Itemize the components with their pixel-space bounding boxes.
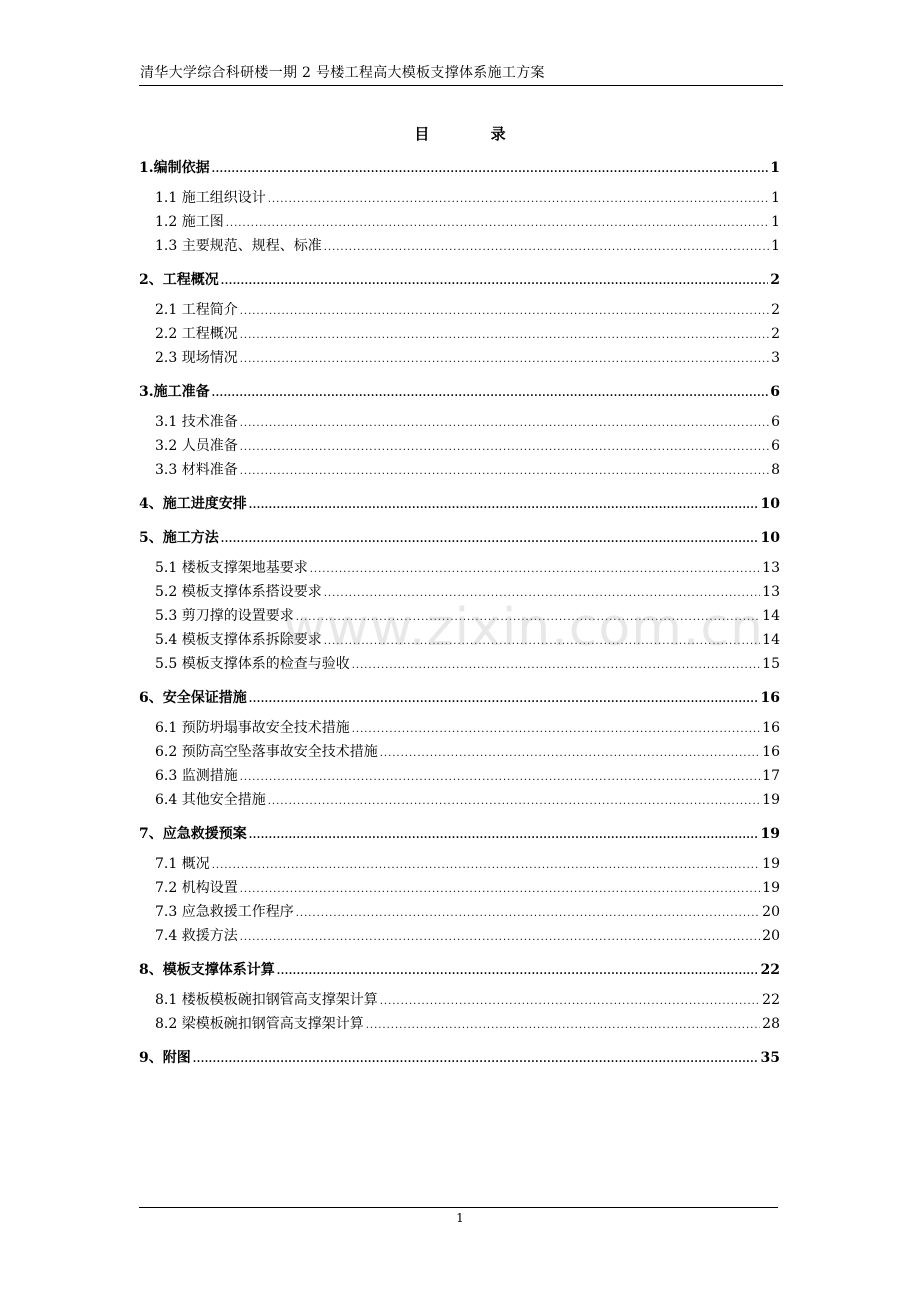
toc-section-entry[interactable] [139,268,780,292]
toc-subsection-entry[interactable] [139,628,780,652]
toc-entry-page-number: 20 [762,904,780,920]
toc-entry-page-number: 15 [762,656,780,672]
toc-entry-label: 6.3 监测措施 [155,768,238,784]
toc-section-entry[interactable] [139,958,780,982]
toc-dot-leader [324,236,769,260]
toc-entry-label: 3.1 技术准备 [155,414,238,430]
toc-entry-label: 3.施工准备 [139,384,210,400]
toc-dot-leader [310,558,760,582]
toc-entry-label: 2.3 现场情况 [155,350,238,366]
toc-subsection-entry[interactable] [139,210,780,234]
toc-entry-label: 1.1 施工组织设计 [155,190,266,206]
toc-section-entry[interactable] [139,686,780,710]
toc-entry-label: 8、模板支撑体系计算 [139,962,275,978]
toc-entry-page-number: 20 [762,928,780,944]
toc-dot-leader [268,188,769,212]
toc-entry-page-number: 3 [771,350,780,366]
toc-subsection-entry[interactable] [139,434,780,458]
toc-entry-page-number: 14 [762,632,780,648]
toc-title: 目 录 [414,125,534,143]
toc-dot-leader [249,688,759,712]
toc-entry-label: 2.2 工程概况 [155,326,238,342]
toc-dot-leader [221,528,759,552]
toc-entry-page-number: 6 [771,414,780,430]
toc-entry-page-number: 16 [762,744,780,760]
toc-entry-label: 2.1 工程简介 [155,302,238,318]
toc-dot-leader [277,960,759,984]
toc-subsection-entry[interactable] [139,924,780,948]
toc-entry-page-number: 1 [771,214,780,230]
toc-dot-leader [366,1014,760,1038]
toc-entry-label: 8.2 梁模板碗扣钢管高支撑架计算 [155,1016,364,1032]
toc-entry-label: 5.2 模板支撑体系搭设要求 [155,584,322,600]
toc-entry-page-number: 19 [762,880,780,896]
toc-subsection-entry[interactable] [139,716,780,740]
toc-entry-page-number: 35 [760,1050,780,1066]
document-header-title: 清华大学综合科研楼一期 2 号楼工程高大模板支撑体系施工方案 [140,65,545,81]
toc-dot-leader [240,436,769,460]
toc-subsection-entry[interactable] [139,458,780,482]
watermark: www.zixin.com.cn [283,598,764,658]
toc-dot-leader [240,324,769,348]
toc-entry-label: 5.1 楼板支撑架地基要求 [155,560,308,576]
toc-entry-label: 8.1 楼板模板碗扣钢管高支撑架计算 [155,992,378,1008]
toc-entry-page-number: 6 [771,438,780,454]
toc-dot-leader [249,824,759,848]
toc-dot-leader [324,582,760,606]
toc-dot-leader [212,158,769,182]
toc-section-entry[interactable] [139,380,780,404]
toc-entry-label: 7.2 机构设置 [155,880,238,896]
toc-dot-leader [240,766,760,790]
toc-entry-label: 7.1 概况 [155,856,210,872]
toc-entry-label: 5.5 模板支撑体系的检查与验收 [155,656,350,672]
toc-subsection-entry[interactable] [139,900,780,924]
toc-dot-leader [240,878,760,902]
toc-entry-label: 6、安全保证措施 [139,690,247,706]
toc-entry-page-number: 17 [762,768,780,784]
toc-entry-page-number: 2 [771,326,780,342]
toc-entry-label: 6.1 预防坍塌事故安全技术措施 [155,720,350,736]
toc-subsection-entry[interactable] [139,186,780,210]
toc-entry-page-number: 16 [760,690,780,706]
toc-entry-page-number: 22 [762,992,780,1008]
toc-dot-leader [212,382,769,406]
toc-dot-leader [212,854,760,878]
toc-entry-label: 1.3 主要规范、规程、标准 [155,238,322,254]
toc-entry-page-number: 1 [771,238,780,254]
toc-dot-leader [324,630,760,654]
toc-subsection-entry[interactable] [139,764,780,788]
footer-divider [139,1207,778,1208]
toc-dot-leader [352,718,760,742]
toc-entry-label: 6.4 其他安全措施 [155,792,266,808]
toc-section-entry[interactable] [139,822,780,846]
toc-subsection-entry[interactable] [139,346,780,370]
toc-subsection-entry[interactable] [139,988,780,1012]
toc-dot-leader [380,742,760,766]
toc-entry-label: 7、应急救援预案 [139,826,247,842]
toc-entry-label: 1.编制依据 [139,160,210,176]
toc-entry-label: 3.2 人员准备 [155,438,238,454]
toc-entry-label: 1.2 施工图 [155,214,224,230]
toc-entry-label: 3.3 材料准备 [155,462,238,478]
toc-subsection-entry[interactable] [139,652,780,676]
toc-entry-page-number: 16 [762,720,780,736]
toc-subsection-entry[interactable] [139,876,780,900]
toc-subsection-entry[interactable] [139,410,780,434]
toc-subsection-entry[interactable] [139,1012,780,1036]
toc-dot-leader [193,1048,759,1072]
toc-dot-leader [268,790,760,814]
toc-entry-page-number: 19 [762,792,780,808]
toc-subsection-entry[interactable] [139,234,780,258]
toc-dot-leader [352,654,760,678]
table-of-contents [139,156,780,1070]
toc-entry-label: 2、工程概况 [139,272,219,288]
toc-dot-leader [240,926,760,950]
toc-section-entry[interactable] [139,526,780,550]
toc-entry-page-number: 10 [760,530,780,546]
toc-dot-leader [240,300,769,324]
toc-entry-label: 5.3 剪刀撑的设置要求 [155,608,294,624]
toc-entry-page-number: 2 [770,272,780,288]
toc-dot-leader [380,990,760,1014]
toc-subsection-entry[interactable] [139,298,780,322]
toc-entry-label: 9、附图 [139,1050,191,1066]
toc-subsection-entry[interactable] [139,580,780,604]
toc-dot-leader [296,606,760,630]
toc-entry-label: 7.3 应急救援工作程序 [155,904,294,920]
toc-subsection-entry[interactable] [139,788,780,812]
page-number: 1 [456,1211,464,1225]
toc-dot-leader [221,270,769,294]
toc-dot-leader [249,494,759,518]
toc-entry-label: 6.2 预防高空坠落事故安全技术措施 [155,744,378,760]
toc-subsection-entry[interactable] [139,852,780,876]
toc-entry-label: 7.4 救援方法 [155,928,238,944]
toc-section-entry[interactable] [139,492,780,516]
toc-entry-page-number: 19 [760,826,780,842]
toc-entry-page-number: 13 [762,560,780,576]
toc-entry-page-number: 28 [762,1016,780,1032]
toc-entry-label: 5、施工方法 [139,530,219,546]
toc-dot-leader [226,212,769,236]
toc-entry-page-number: 1 [771,190,780,206]
toc-entry-page-number: 14 [762,608,780,624]
toc-entry-label: 4、施工进度安排 [139,496,247,512]
toc-dot-leader [296,902,760,926]
toc-entry-label: 5.4 模板支撑体系拆除要求 [155,632,322,648]
toc-subsection-entry[interactable] [139,604,780,628]
toc-subsection-entry[interactable] [139,556,780,580]
toc-section-entry[interactable] [139,156,780,180]
toc-entry-page-number: 6 [770,384,780,400]
toc-dot-leader [240,348,769,372]
header-divider [139,85,783,86]
toc-entry-page-number: 19 [762,856,780,872]
toc-entry-page-number: 2 [771,302,780,318]
toc-entry-page-number: 1 [770,160,780,176]
toc-dot-leader [240,460,769,484]
toc-entry-page-number: 22 [760,962,780,978]
toc-subsection-entry[interactable] [139,322,780,346]
toc-entry-page-number: 13 [762,584,780,600]
toc-section-entry[interactable] [139,1046,780,1070]
toc-dot-leader [240,412,769,436]
toc-entry-page-number: 8 [771,462,780,478]
toc-entry-page-number: 10 [760,496,780,512]
toc-subsection-entry[interactable] [139,740,780,764]
